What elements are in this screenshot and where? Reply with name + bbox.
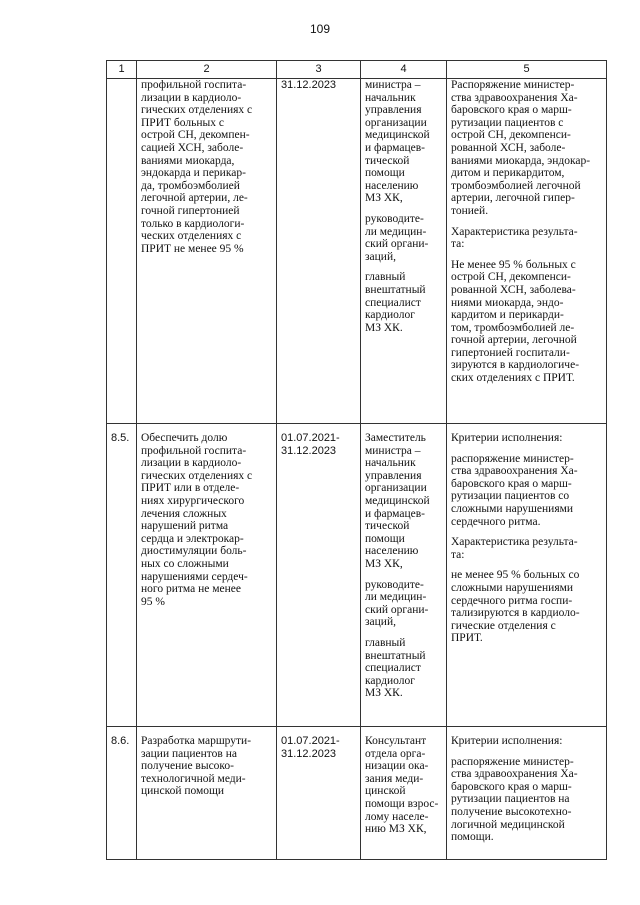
responsible-cell	[361, 79, 447, 424]
criteria-text: Критерии исполнения:	[451, 735, 563, 747]
column-header: 3	[277, 61, 361, 79]
task-text: Обеспечить долю профильной госпита- лизации в кардиоло- гических отделениях с ПРИТ или в отделе- ниях хирургического лечения сложных нарушений ритма сердца и электрокар- диостимуляции боль- ных со сложными нарушениями сердеч- ного ритма не менее 95 %	[137, 424, 277, 727]
column-header: 2	[137, 61, 277, 79]
criteria-cell	[447, 79, 607, 424]
table-row	[107, 424, 607, 727]
page-number: 109	[309, 22, 331, 36]
task-text: Разработка маршрути- зации пациентов на получение высоко- технологичной меди- цинской помощи	[137, 727, 277, 860]
item-number: 8.5.	[107, 424, 137, 727]
deadline: 01.07.2021- 31.12.2023	[277, 727, 361, 860]
responsible-cell	[361, 424, 447, 727]
criteria-text: Критерии исполнения:	[451, 432, 563, 444]
criteria-text: распоряжение министер- ства здравоохранения Ха- баровского края о марш- рутизации пациентов со сложными нарушениями сердечного ритма.	[451, 452, 578, 528]
criteria-text: не менее 95 % больных со сложными нарушениями сердечного ритма госпи- тализируются в кардиоло- гические отделения с ПРИТ.	[451, 569, 580, 645]
criteria-cell	[447, 424, 607, 727]
column-header: 4	[361, 61, 447, 79]
deadline: 01.07.2021- 31.12.2023	[277, 424, 361, 727]
criteria-text: распоряжение министер- ства здравоохранения Ха- баровского края о марш- рутизации пациентов на получение высокотехно- логичной медицинской помощи.	[451, 755, 578, 844]
responsible-text: главный внештатный специалист кардиолог МЗ ХК.	[365, 636, 426, 700]
criteria-text: Характеристика результа- та:	[451, 536, 578, 561]
item-number: 8.6.	[107, 727, 137, 860]
criteria-text: Характеристика результа- та:	[451, 225, 578, 251]
responsible-text: министра – начальник управления организации медицинской и фармацев- тической помощи населению МЗ ХК,	[365, 79, 430, 205]
table-header-row	[107, 61, 607, 79]
column-header: 5	[447, 61, 607, 79]
responsible-text: руководите- ли медицин- ский органи- заций,	[365, 212, 429, 263]
criteria-text: Не менее 95 % больных с острой СН, декомпенси- рованной ХСН, заболева- ниями миокарда, эндо- кардитом и перикарди- том, тромбоэмболией ле- гочной артерии, легочной гипертонией госпитали- зируются в кардиологиче- ских отделениях с ПРИТ.	[451, 258, 580, 385]
responsible-text: Консультант отдела орга- низации ока- зания меди- цинской помощи взрос- лому населе- нию МЗ ХК,	[365, 735, 439, 836]
criteria-text: Распоряжение министер- ства здравоохранения Ха- баровского края о марш- рутизации пациентов с острой СН, декомпенси- рованной ХСН, заболе- ваниями миокарда, эндокар- дитом и перикардитом, тромбоэмболией легочной артерии, легочной гипер- тонией.	[451, 79, 591, 217]
responsible-text: Заместитель министра – начальник управления организации медицинской и фармацев- тической помощи населению МЗ ХК,	[365, 432, 430, 570]
plan-table	[106, 60, 607, 860]
responsible-cell	[361, 727, 447, 860]
column-header: 1	[107, 61, 137, 79]
responsible-text: руководите- ли медицин- ский органи- заций,	[365, 578, 429, 629]
criteria-cell	[447, 727, 607, 860]
table-row	[107, 727, 607, 860]
deadline: 31.12.2023	[277, 79, 361, 424]
task-text: профильной госпита- лизации в кардиоло- гических отделениях с ПРИТ больных с острой СН, декомпен- сацией ХСН, заболе- ваниями миокарда, эндокарда и перикар- да, тромбоэмболией легочной артерии, ле- гочной гипертонией только в кардиологи- ческих отделениях с ПРИТ не менее 95 %	[137, 79, 277, 424]
responsible-text: главный внештатный специалист кардиолог МЗ ХК.	[365, 271, 426, 334]
item-number	[107, 79, 137, 424]
table-row	[107, 79, 607, 424]
